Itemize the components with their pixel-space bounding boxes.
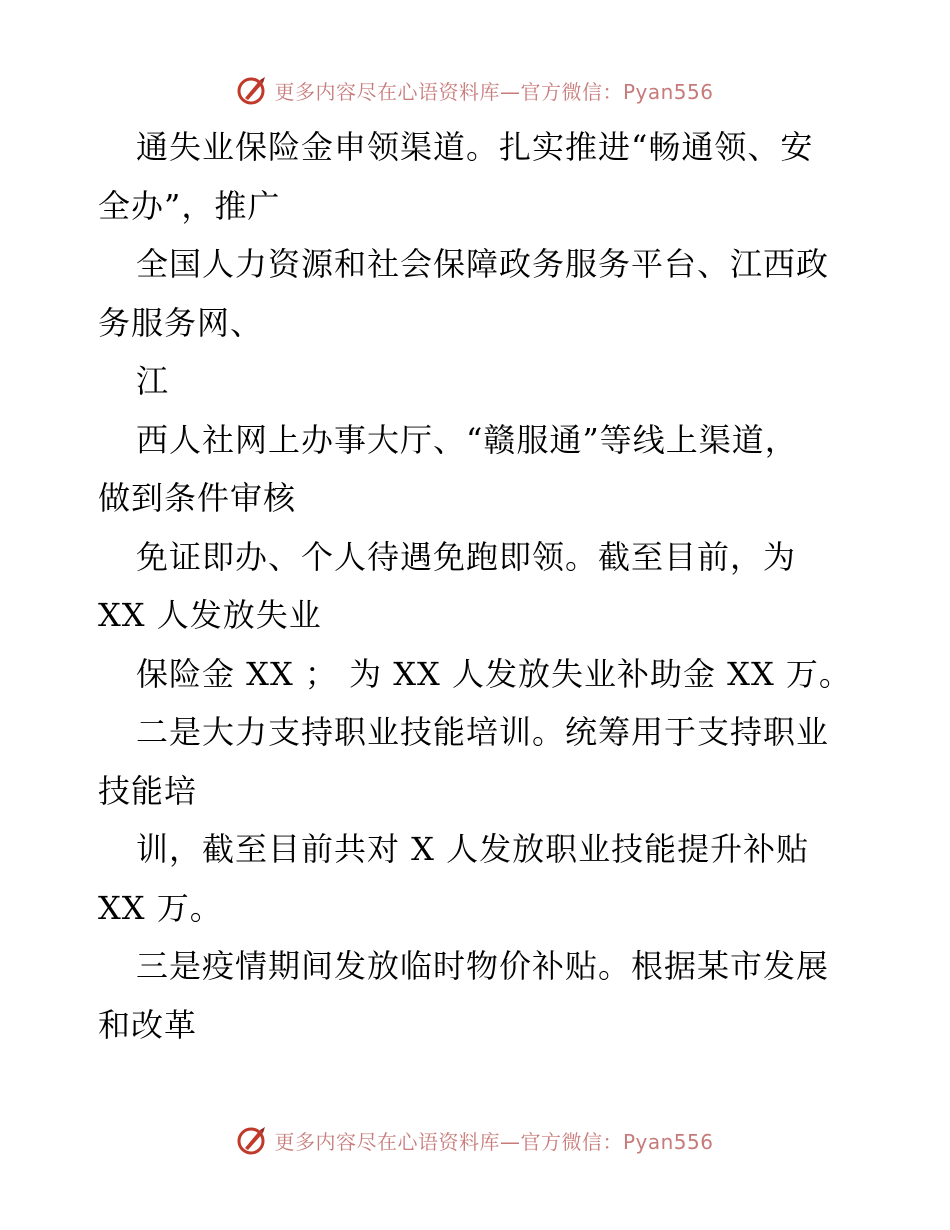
text-line: 全办”，推广	[98, 186, 281, 225]
header-watermark-banner	[0, 70, 950, 110]
text-line: 通失业保险金申领渠道。扎实推进“畅通领、安	[136, 128, 814, 166]
document-body	[98, 118, 858, 1054]
text-line: 免证即办、个人待遇免跑即领。截至目前，为	[136, 537, 797, 576]
text-line: 江	[136, 362, 170, 400]
footer-banner-text: 更多内容尽在心语资料库—官方微信：Pyan556	[274, 1129, 714, 1154]
text-line: 训，截至目前共对 X 人发放职业技能提升补贴	[136, 830, 810, 868]
text-line: 三是疫情期间发放临时物价补贴。根据某市发展	[136, 947, 830, 985]
text-line: 做到条件审核	[98, 479, 297, 517]
text-line: 技能培	[98, 771, 198, 810]
quill-pen-logo-icon	[236, 74, 268, 106]
text-line: 保险金 XX ； 为 XX 人发放失业补助金 XX 万。	[136, 654, 852, 693]
text-line: 和改革	[98, 1005, 198, 1044]
text-line: XX 万。	[98, 888, 223, 927]
text-line: 西人社网上办事大厅、“赣服通”等线上渠道，	[136, 420, 798, 459]
text-line: XX 人发放失业	[98, 596, 322, 634]
text-line: 全国人力资源和社会保障政务服务平台、江西政	[136, 245, 830, 283]
footer-watermark-banner	[0, 1120, 950, 1160]
header-banner-text: 更多内容尽在心语资料库—官方微信：Pyan556	[274, 79, 714, 104]
quill-pen-logo-icon	[236, 1124, 268, 1156]
text-line: 务服务网、	[98, 303, 264, 342]
text-line: 二是大力支持职业技能培训。统筹用于支持职业	[136, 713, 830, 751]
